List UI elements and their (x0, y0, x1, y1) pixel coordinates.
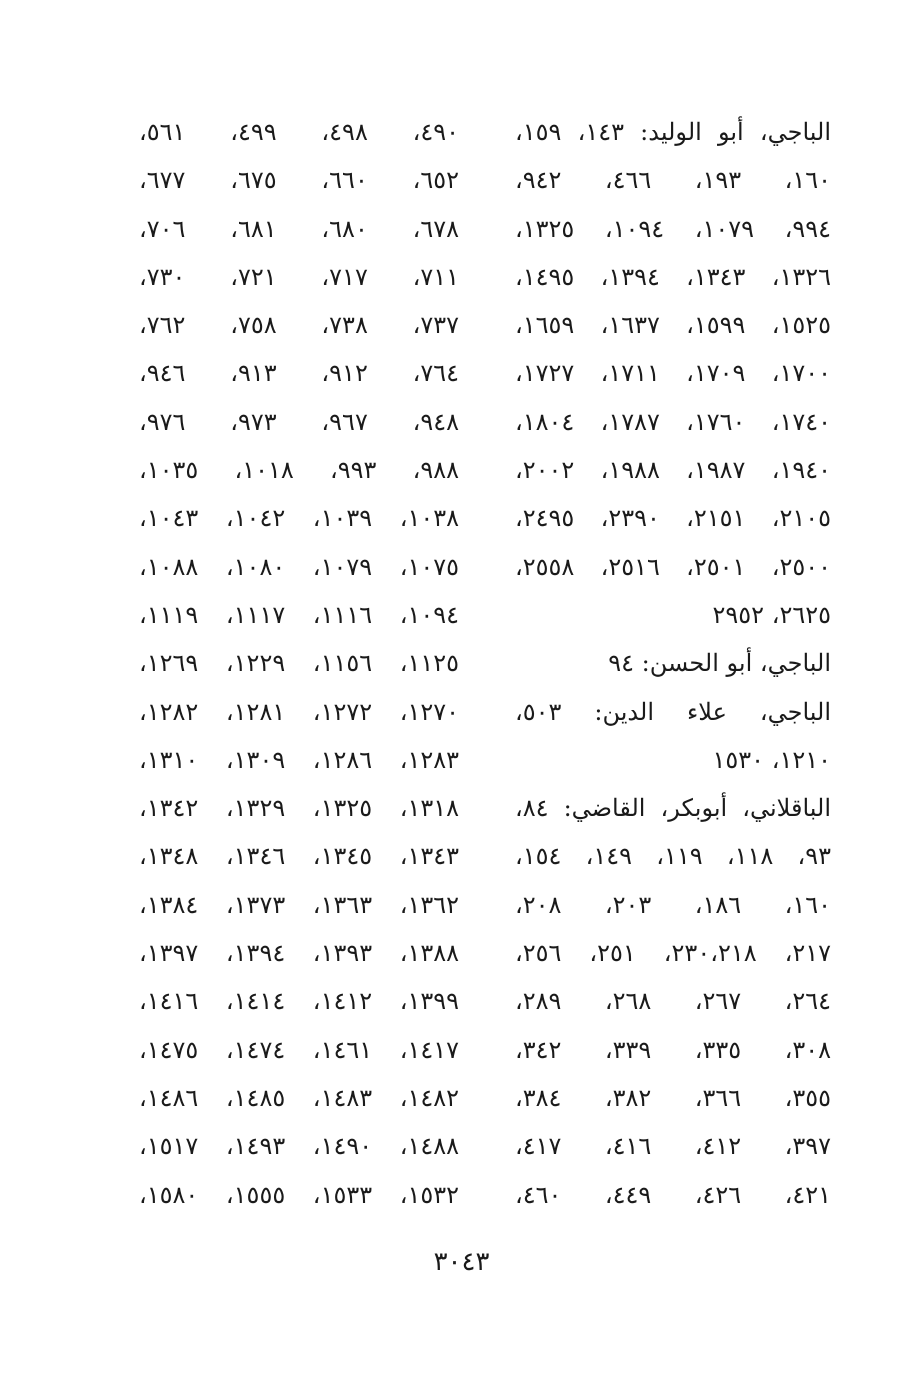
index-line: ١٦٠، ١٩٣، ٤٦٦، ٩٤٢، (515, 166, 831, 195)
index-line: ١٢٨٣، ١٢٨٦، ١٣٠٩، ١٣١٠، (139, 745, 460, 774)
index-line: الباجي، أبو الوليد: ١٤٣، ١٥٩، (515, 118, 832, 146)
index-column-left (139, 108, 459, 1219)
index-line: ٦٧٨، ٦٨٠، ٦٨١، ٧٠٦، (139, 214, 460, 243)
index-line: ١٤٨٨، ١٤٩٠، ١٤٩٣، ١٥١٧، (139, 1132, 460, 1161)
index-line: ٢٦٢٥، ٢٩٥٢ (712, 600, 831, 629)
index-line: ٩٩٤، ١٠٧٩، ١٠٩٤، ١٣٢٥، (515, 214, 831, 243)
index-line: ٦٥٢، ٦٦٠، ٦٧٥، ٦٧٧، (139, 166, 460, 195)
index-line: ١٥٣٢، ١٥٣٣، ١٥٥٥، ١٥٨٠، (139, 1180, 460, 1209)
index-line: ٣٩٧، ٤١٢، ٤١٦، ٤١٧، (515, 1132, 831, 1161)
index-column-right (515, 108, 831, 1219)
index-line: ١١٢٥، ١١٥٦، ١٢٢٩، ١٢٦٩، (139, 649, 460, 678)
index-line: ١٠٩٤، ١١١٦، ١١١٧، ١١١٩، (139, 600, 460, 629)
index-line: ٧١١، ٧١٧، ٧٢١، ٧٣٠، (139, 262, 460, 291)
index-line: ٢٦٤، ٢٦٧، ٢٦٨، ٢٨٩، (515, 987, 831, 1016)
index-line: ١٤١٧، ١٤٦١، ١٤٧٤، ١٤٧٥، (139, 1035, 460, 1064)
index-line: ١٣١٨، ١٣٢٥، ١٣٢٩، ١٣٤٢، (139, 794, 460, 823)
index-line: ١٢١٠، ١٥٣٠ (712, 745, 831, 774)
index-line: ١٤٨٢، ١٤٨٣، ١٤٨٥، ١٤٨٦، (139, 1083, 460, 1112)
index-line: ١٣٢٦، ١٣٤٣، ١٣٩٤، ١٤٩٥، (515, 262, 831, 291)
index-line: ١٠٣٨، ١٠٣٩، ١٠٤٢، ١٠٤٣، (139, 504, 460, 533)
index-line: ١٢٧٠، ١٢٧٢، ١٢٨١، ١٢٨٢، (139, 697, 460, 726)
index-entry-heading: الباجي، علاء الدين: ٥٠٣، (515, 697, 831, 726)
index-line: ٣٠٨، ٣٣٥، ٣٣٩، ٣٤٢، (515, 1035, 831, 1064)
index-line: ١٣٦٢، ١٣٦٣، ١٣٧٣، ١٣٨٤، (139, 890, 460, 919)
index-line: ٩٤٨، ٩٦٧، ٩٧٣، ٩٧٦، (139, 407, 460, 436)
index-line: ١٣٨٨، ١٣٩٣، ١٣٩٤، ١٣٩٧، (139, 939, 460, 968)
index-line: ٧٦٤، ٩١٢، ٩١٣، ٩٤٦، (139, 359, 460, 388)
page-number: ٣٠٤٣ (433, 1247, 490, 1277)
index-line: ١٣٩٩، ١٤١٢، ١٤١٤، ١٤١٦، (139, 987, 460, 1016)
index-line: ١٧٠٠، ١٧٠٩، ١٧١١، ١٧٢٧، (515, 359, 831, 388)
index-line: ١٥٢٥، ١٥٩٩، ١٦٣٧، ١٦٥٩، (515, 311, 831, 340)
index-line: ١٣٤٣، ١٣٤٥، ١٣٤٦، ١٣٤٨، (139, 842, 460, 871)
index-line: ٩٨٨، ٩٩٣، ١٠١٨، ١٠٣٥، (139, 456, 460, 485)
index-line: ٩٣، ١١٨، ١١٩، ١٤٩، ١٥٤، (515, 842, 832, 871)
index-line: ١٠٧٥، ١٠٧٩، ١٠٨٠، ١٠٨٨، (139, 552, 460, 581)
index-line: ٣٥٥، ٣٦٦، ٣٨٢، ٣٨٤، (515, 1083, 831, 1112)
index-line: ١٧٤٠، ١٧٦٠، ١٧٨٧، ١٨٠٤، (515, 407, 831, 436)
index-entry-heading: الباجي، أبو الحسن: ٩٤ (608, 649, 831, 678)
index-line: ٤٩٠، ٤٩٨، ٤٩٩، ٥٦١، (139, 118, 460, 146)
index-line: ١٦٠، ١٨٦، ٢٠٣، ٢٠٨، (515, 890, 831, 919)
index-line: ٢٥٠٠، ٢٥٠١، ٢٥١٦، ٢٥٥٨، (515, 552, 831, 581)
index-line: ١٩٤٠، ١٩٨٧، ١٩٨٨، ٢٠٠٢، (515, 456, 831, 485)
index-line: ٧٣٧، ٧٣٨، ٧٥٨، ٧٦٢، (139, 311, 460, 340)
index-entry-heading: الباقلاني، أبوبكر، القاضي: ٨٤، (515, 794, 831, 823)
index-line: ٤٢١، ٤٢٦، ٤٤٩، ٤٦٠، (515, 1180, 831, 1209)
index-line: ٢١٠٥، ٢١٥١، ٢٣٩٠، ٢٤٩٥، (515, 504, 831, 533)
index-line: ٢١٧، ٢٣٠،٢١٨، ٢٥١، ٢٥٦، (515, 939, 832, 968)
